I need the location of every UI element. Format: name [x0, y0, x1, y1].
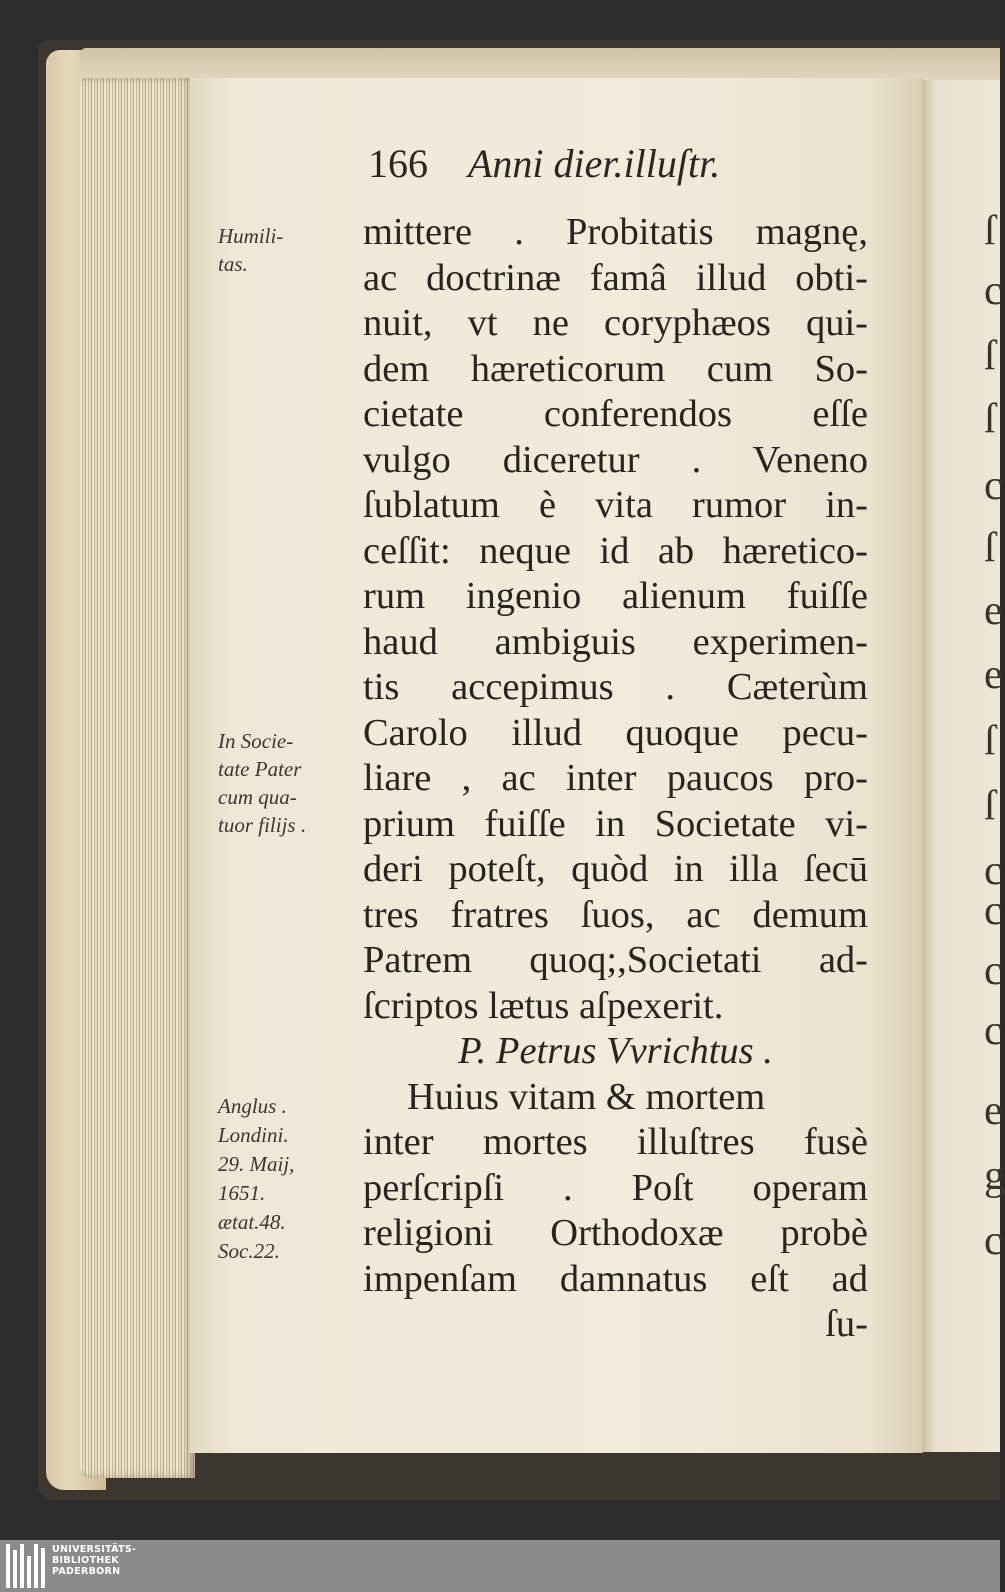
facing-page-glyph: e	[984, 588, 1003, 634]
facing-page-glyph: ſ	[984, 333, 996, 379]
margin-note-line: ætat.48.	[218, 1210, 286, 1234]
margin-note-line: cum qua-	[218, 785, 297, 809]
text-line: haud ambiguis experimen-	[363, 620, 868, 663]
margin-note-humilitas	[218, 222, 283, 278]
facing-page-strip	[922, 80, 1005, 1452]
margin-note-line: tuor filijs .	[218, 813, 307, 837]
text-line: impenſam damnatus eſt ad	[363, 1257, 868, 1300]
margin-note-line: Humili-	[218, 224, 284, 248]
text-line: tis accepimus . Cæterùm	[363, 666, 868, 708]
margin-note-line: Londini.	[218, 1123, 289, 1147]
text-line: Carolo illud quoque pecu-	[363, 711, 868, 754]
margin-note-line: tas.	[218, 252, 248, 276]
logo-line: BIBLIOTHEK	[52, 1555, 119, 1566]
facing-page-glyph: ſ	[984, 208, 996, 254]
facing-page-glyph: ſ	[984, 525, 996, 571]
library-footer-bar	[0, 1540, 1000, 1592]
text-line: prium fuiſſe in Societate vi-	[363, 802, 868, 845]
text-line: Huius vitam & mortem	[407, 1075, 766, 1118]
page-stack-edge	[80, 78, 195, 1478]
text-line: P. Petrus Vvrichtus .	[458, 1030, 773, 1072]
text-line: dem hæreticorum cum So-	[363, 347, 868, 390]
margin-note-line: 1651.	[218, 1181, 266, 1205]
margin-note-societate	[218, 727, 306, 839]
text-line: deri poteſt, quòd in illa ſecū	[363, 848, 868, 890]
text-line: liare , ac inter paucos pro-	[363, 757, 868, 799]
facing-page-glyph: c	[984, 1218, 1003, 1264]
page-number: 166	[368, 141, 428, 186]
text-line: ſcriptos lætus aſpexerit.	[363, 984, 724, 1027]
margin-note-line: In Socie-	[218, 729, 294, 753]
facing-page-glyph: ſ	[984, 718, 996, 764]
text-line: ac doctrinæ famâ illud obti-	[363, 256, 868, 299]
text-line: vulgo diceretur . Veneno	[363, 438, 868, 481]
text-line: nuit, vt ne coryphæos qui-	[363, 302, 868, 344]
facing-page-glyph: c	[984, 463, 1003, 509]
text-line: tres fratres ſuos, ac demum	[363, 893, 868, 936]
text-line: ceſſit: neque id ab hæretico-	[363, 529, 868, 572]
margin-note-line: Anglus .	[218, 1094, 287, 1118]
facing-page-glyph: e	[984, 652, 1003, 698]
running-head: Anni dier.illuſtr.	[468, 141, 721, 186]
margin-note-anglus	[218, 1092, 294, 1266]
text-line: perſcripſi . Poſt operam	[363, 1166, 868, 1209]
facing-page-glyph: ſ	[984, 396, 996, 442]
facing-page-glyph: c	[984, 1008, 1003, 1054]
margin-note-line: 29. Maij,	[218, 1152, 295, 1176]
text-line: cietate conferendos eſſe	[363, 393, 868, 435]
page-header	[368, 140, 720, 190]
facing-page-glyph: c	[984, 268, 1003, 314]
text-line: religioni Orthodoxæ probè	[363, 1212, 868, 1254]
logo-line: UNIVERSITÄTS-	[52, 1544, 137, 1555]
facing-page-glyph: c	[984, 948, 1003, 994]
margin-note-line: tate Pater	[218, 757, 302, 781]
text-line: rum ingenio alienum fuiſſe	[363, 575, 868, 617]
text-line: ſu-	[825, 1303, 868, 1345]
body-text	[363, 210, 868, 1348]
facing-page-glyph: g	[984, 1153, 1005, 1199]
text-line: mittere . Probitatis magnę,	[363, 211, 868, 253]
facing-page-glyph: c	[984, 848, 1003, 894]
library-logo-text	[52, 1544, 136, 1577]
facing-page-glyph: c	[984, 888, 1003, 934]
margin-note-line: Soc.22.	[218, 1239, 280, 1263]
logo-line: PADERBORN	[52, 1566, 121, 1577]
text-line: ſublatum è vita rumor in-	[363, 484, 868, 526]
facing-page-glyph: ſ	[984, 783, 996, 829]
book-top-edge	[80, 48, 1000, 82]
facing-page-glyph: e	[984, 1088, 1003, 1134]
text-line: Patrem quoq;,Societati ad-	[363, 939, 868, 981]
text-line: inter mortes illuſtres fusè	[363, 1121, 868, 1163]
library-logo-icon	[6, 1544, 46, 1588]
